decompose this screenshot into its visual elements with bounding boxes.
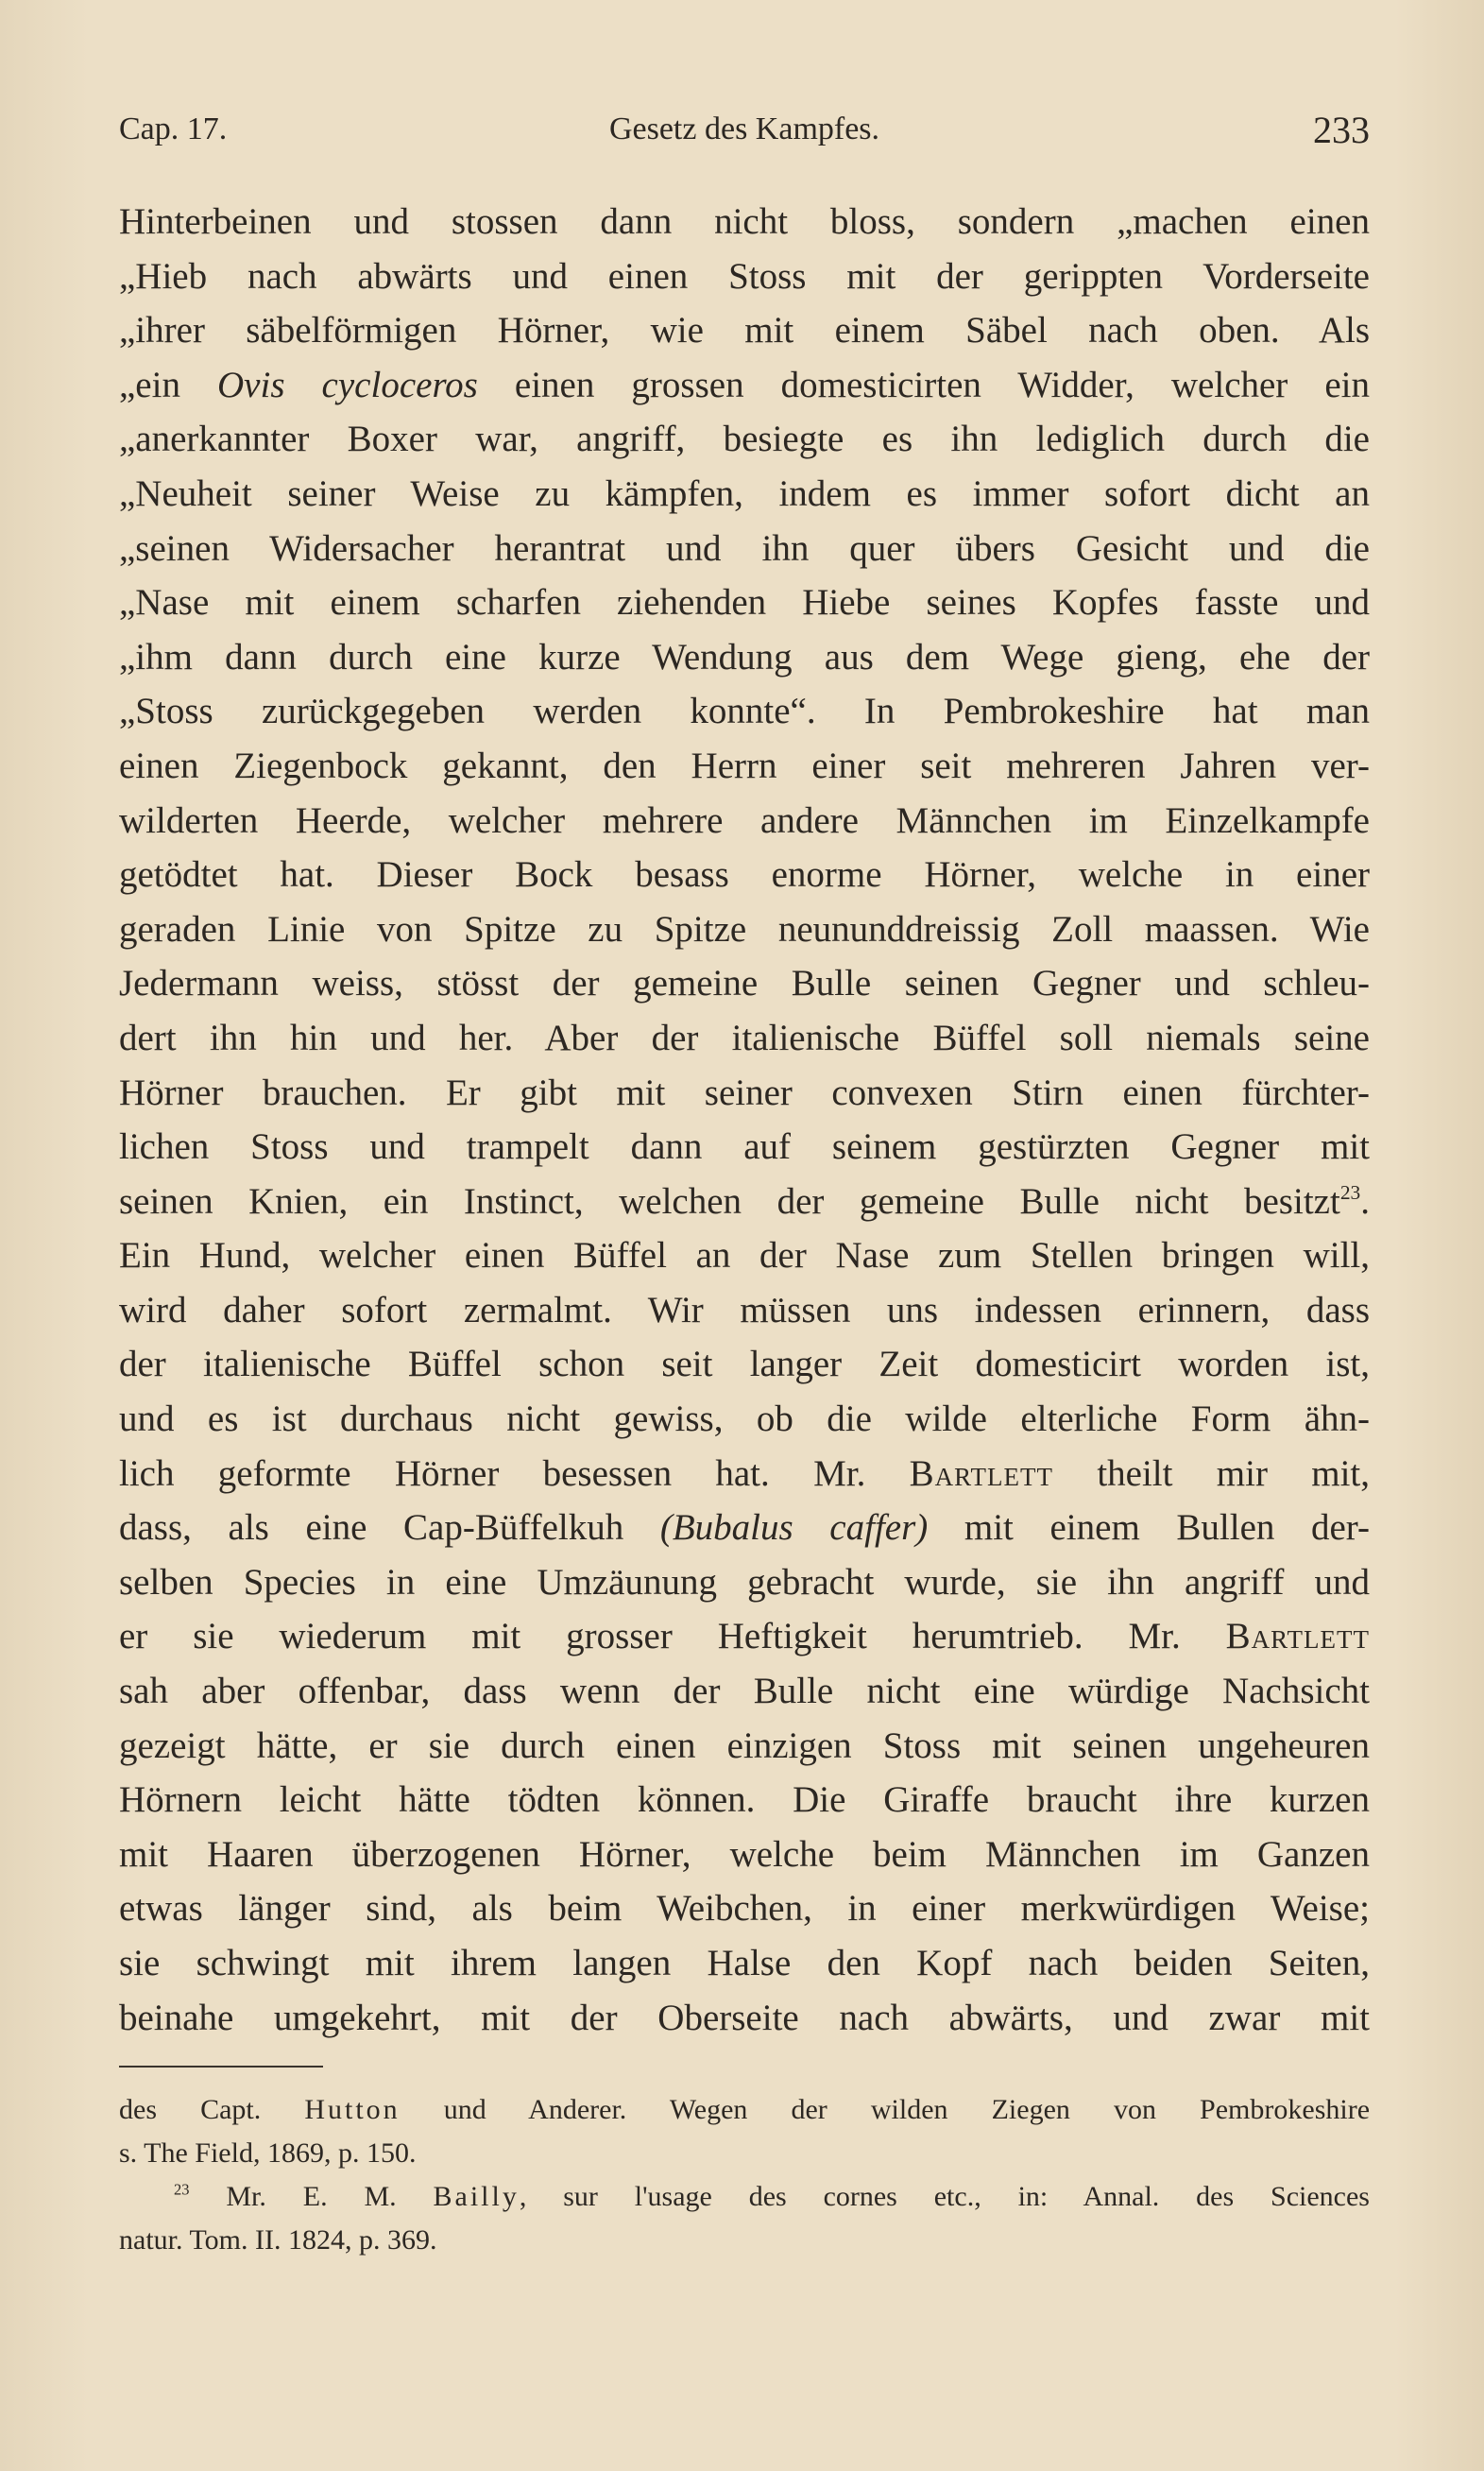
text-run: „ihm dann durch eine kurze Wendung aus dem Wege gieng, ehe der [119, 636, 1370, 678]
spaced-name: Hutton [304, 2094, 401, 2125]
text-run: er sie wiederum mit grosser Heftigkeit herumtrieb. Mr. [119, 1616, 1226, 1657]
text-line [119, 1828, 1370, 1882]
italic-term: Ovis cycloceros [217, 364, 478, 405]
text-run: Hinterbeinen und stossen dann nicht bloss, sondern „machen einen [119, 201, 1370, 242]
text-line [119, 1120, 1370, 1175]
text-line [119, 848, 1370, 902]
text-run: geraden Linie von Spitze zu Spitze neununddreissig Zoll maassen. Wie [119, 908, 1370, 950]
page-number: 233 [1313, 109, 1370, 151]
footnote-line [119, 2132, 1370, 2175]
text-run: der italienische Büffel schon seit langer Zeit domesticirt worden ist, [119, 1344, 1370, 1385]
text-run: einen grossen domesticirten Widder, welcher ein [477, 364, 1370, 405]
text-line [119, 1991, 1370, 2046]
text-line [119, 1609, 1370, 1664]
text-line [119, 1881, 1370, 1936]
text-line [119, 1773, 1370, 1828]
text-run: wilderten Heerde, welcher mehrere andere Männchen im Einzelkampfe [119, 799, 1370, 841]
text-run: beinahe umgekehrt, mit der Oberseite nach abwärts, und zwar mit [119, 1997, 1370, 2038]
text-line [119, 249, 1370, 304]
text-run: , sur l'usage des cornes etc., in: Annal. des Sciences [519, 2181, 1370, 2212]
footnotes [119, 2088, 1370, 2262]
text-run: gezeigt hätte, er sie durch einen einzigen Stoss mit seinen ungeheuren [119, 1725, 1370, 1766]
text-line [119, 358, 1370, 413]
text-line [119, 1936, 1370, 1991]
main-text [119, 195, 1370, 2045]
small-caps-name: Bartlett [909, 1452, 1054, 1494]
text-line [119, 1555, 1370, 1610]
text-run: theilt mir mit, [1053, 1452, 1370, 1494]
text-run: einen Ziegenbock gekannt, den Herrn einer seit mehreren Jahren ver- [119, 745, 1370, 786]
text-run: Ein Hund, welcher einen Büffel an der Nase zum Stellen bringen will, [119, 1235, 1370, 1277]
text-line [119, 1447, 1370, 1501]
text-run: Hörner brauchen. Er gibt mit seiner convexen Stirn einen fürchter- [119, 1072, 1370, 1113]
text-run: etwas länger sind, als beim Weibchen, in einer merkwürdigen Weise; [119, 1888, 1370, 1930]
text-run: „Nase mit einem scharfen ziehenden Hiebe seines Kopfes fasste und [119, 582, 1370, 624]
text-line [119, 1066, 1370, 1121]
footnote-divider [119, 2066, 323, 2068]
text-line [119, 956, 1370, 1011]
text-run: lichen Stoss und trampelt dann auf seinem gestürzten Gegner mit [119, 1126, 1370, 1168]
footnote-line [119, 2219, 1370, 2262]
text-run: getödtet hat. Dieser Bock besass enorme Hörner, welche in einer [119, 854, 1370, 896]
text-run: selben Species in eine Umzäunung gebracht wurde, sie ihn angriff und [119, 1561, 1370, 1603]
footnote-reference: 23 [174, 2180, 190, 2199]
text-line [119, 575, 1370, 630]
text-run: und Anderer. Wegen der wilden Ziegen von Pembrokeshire [400, 2094, 1371, 2125]
text-line [119, 195, 1370, 249]
page-header [119, 109, 1370, 159]
text-line [119, 630, 1370, 685]
text-run: sah aber offenbar, dass wenn der Bulle nicht eine würdige Nachsicht [119, 1671, 1370, 1712]
text-run: s. The Field, 1869, p. 150. [119, 2137, 417, 2169]
text-line [119, 1175, 1370, 1229]
small-caps-name: Bartlett [1225, 1616, 1370, 1657]
text-run: des Capt. [119, 2094, 305, 2125]
text-run: Jedermann weiss, stösst der gemeine Bulle seinen Gegner und schleu- [119, 963, 1370, 1004]
text-run: dert ihn hin und her. Aber der italienische Büffel soll niemals seine [119, 1017, 1370, 1058]
text-line [119, 1228, 1370, 1283]
italic-term: (Bubalus caffer) [659, 1507, 929, 1549]
text-run: natur. Tom. II. 1824, p. 369. [119, 2224, 437, 2256]
text-run: „Stoss zurückgegeben werden konnte“. In Pembrokeshire hat man [119, 691, 1370, 732]
text-run: Mr. E. M. [189, 2181, 434, 2212]
text-line [119, 467, 1370, 522]
text-line [119, 739, 1370, 794]
text-run: lich geformte Hörner besessen hat. Mr. [119, 1452, 910, 1494]
text-run: seinen Knien, ein Instinct, welchen der gemeine Bulle nicht besitzt [119, 1180, 1340, 1222]
text-line [119, 1337, 1370, 1392]
text-run: „ihrer säbelförmigen Hörner, wie mit einem Säbel nach oben. Als [119, 310, 1370, 352]
spaced-name: Bailly [433, 2181, 520, 2212]
text-line [119, 1664, 1370, 1719]
running-title: Gesetz des Kampfes. [608, 112, 880, 146]
text-run: „anerkannter Boxer war, angriff, besiegte es ihn lediglich durch die [119, 419, 1370, 460]
text-run: mit Haaren überzogenen Hörner, welche beim Männchen im Ganzen [119, 1833, 1370, 1875]
text-run: Hörnern leicht hätte tödten können. Die Giraffe braucht ihre kurzen [119, 1779, 1370, 1821]
text-line [119, 1392, 1370, 1447]
text-run: und es ist durchaus nicht gewiss, ob die wilde elterliche Form ähn- [119, 1399, 1370, 1440]
text-line [119, 1283, 1370, 1338]
footnote-line [119, 2175, 1370, 2219]
chapter-label: Cap. 17. [119, 112, 228, 146]
text-line [119, 303, 1370, 358]
text-run: wird daher sofort zermalmt. Wir müssen uns indessen erinnern, dass [119, 1289, 1370, 1330]
text-run: „Neuheit seiner Weise zu kämpfen, indem es immer sofort dicht an [119, 472, 1370, 514]
text-line [119, 522, 1370, 576]
text-run: mit einem Bullen der- [928, 1507, 1370, 1549]
text-run: „ein [119, 364, 218, 405]
footnote-reference: 23 [1339, 1180, 1361, 1204]
text-line [119, 794, 1370, 849]
text-run: . [1360, 1180, 1370, 1222]
text-run: „Hieb nach abwärts und einen Stoss mit der gerippten Vorderseite [119, 255, 1370, 297]
text-line [119, 1011, 1370, 1066]
text-run: sie schwingt mit ihrem langen Halse den Kopf nach beiden Seiten, [119, 1943, 1370, 1983]
text-line [119, 684, 1370, 739]
text-line [119, 1501, 1370, 1555]
text-line [119, 412, 1370, 467]
footnote-line [119, 2088, 1370, 2132]
text-run: dass, als eine Cap-Büffelkuh [119, 1507, 660, 1549]
text-line [119, 902, 1370, 957]
text-run: „seinen Widersacher herantrat und ihn quer übers Gesicht und die [119, 527, 1370, 569]
text-line [119, 1719, 1370, 1774]
